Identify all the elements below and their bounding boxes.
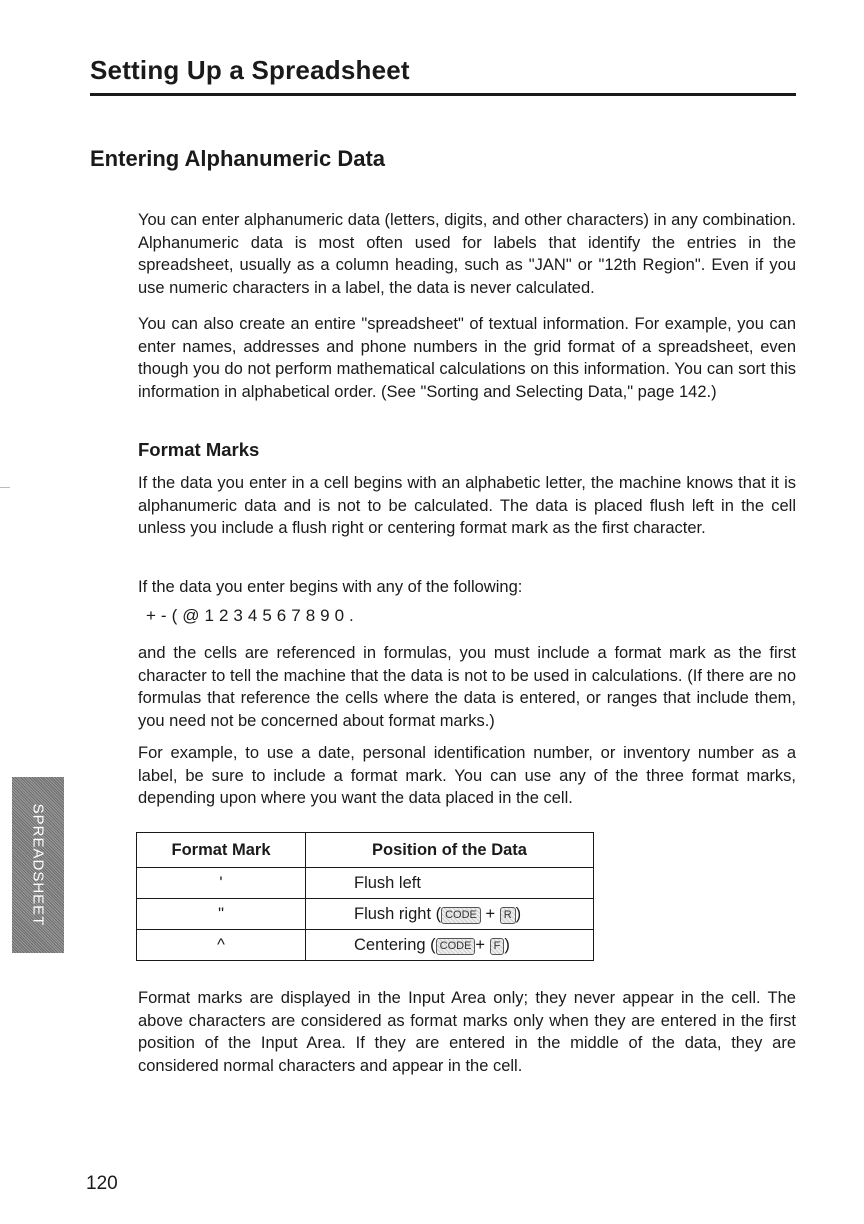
table-row xyxy=(137,899,594,930)
format-paragraph-1 xyxy=(138,472,796,540)
section-heading: Entering Alphanumeric Data xyxy=(90,146,386,171)
side-tab xyxy=(12,777,64,953)
format-mark-cell: ' xyxy=(137,868,306,899)
format-paragraph-3 xyxy=(138,642,796,732)
table-row xyxy=(137,868,594,899)
f-key-icon: F xyxy=(490,938,505,955)
paragraph-6: For example, to use a date, personal identification number, or inventory number as a label, be sure to include a format mark. You can use any of the three format marks, depending upon where you want the data placed in the cell. xyxy=(138,744,796,807)
format-mark-cell: " xyxy=(137,899,306,930)
paragraph-5: and the cells are referenced in formulas, you must include a format mark as the first character to tell the machine that the data is not to be used in calculations. (If there are no formulas that reference the cells where the data is entered, or ranges that include them, you need not be concerned about format marks.) xyxy=(138,644,796,730)
position-text: Flush right ( xyxy=(354,904,442,923)
format-mark-table xyxy=(136,832,594,961)
table-row xyxy=(137,930,594,961)
close-paren: ) xyxy=(515,904,522,923)
position-cell xyxy=(306,868,594,899)
paragraph-4: If the data you enter begins with any of the following: xyxy=(138,578,523,596)
header-format-mark: Format Mark xyxy=(137,833,306,868)
closing-paragraph xyxy=(138,987,796,1077)
textual-paragraph xyxy=(138,313,796,403)
close-paren: ) xyxy=(504,935,510,954)
code-key-icon: CODE xyxy=(436,938,476,955)
paragraph-3: If the data you enter in a cell begins with an alphabetic letter, the machine knows that it is alphanumeric data and is not to be calculated. The data is placed flush left in the cell unless you include a flush right or centering format mark as the first character. xyxy=(138,474,796,537)
table-header-row xyxy=(137,833,594,868)
intro-paragraph xyxy=(138,209,796,299)
position-cell xyxy=(306,899,594,930)
position-text: Centering ( xyxy=(354,935,436,954)
page-number: 120 xyxy=(86,1173,118,1194)
title-rule xyxy=(90,93,796,96)
position-cell xyxy=(306,930,594,961)
format-mark-cell: ^ xyxy=(137,930,306,961)
paragraph-7: Format marks are displayed in the Input Area only; they never appear in the cell. The above characters are considered as format marks only when they are entered in the first position of the Input Area. If they are entered in the middle of the data, they are considered normal characters and appear in the cell. xyxy=(138,989,796,1075)
r-key-icon: R xyxy=(500,907,516,924)
special-characters: +-(@1234567890. xyxy=(146,606,359,625)
side-tab-label: SPREADSHEET xyxy=(29,803,47,927)
paragraph-2: You can also create an entire "spreadsheet" of textual information. For example, you can enter names, addresses and phone numbers in the grid format of a spreadsheet, even though you do not perform mathematical calculations on this information. You can sort this information in alphabetical order. (See "Sorting and Selecting Data," page 142.) xyxy=(138,315,796,401)
key-joiner: + xyxy=(480,904,500,923)
paragraph-1: You can enter alphanumeric data (letters, digits, and other characters) in any combination. Alphanumeric data is most often used for labels that identify the entries in the spreadsheet, usually as a column heading, such as "JAN" or "12th Region". Even if you use numeric characters in a label, the data is never calculated. xyxy=(138,211,796,297)
key-joiner: + xyxy=(475,935,490,954)
header-position: Position of the Data xyxy=(306,833,594,868)
subsection-heading: Format Marks xyxy=(138,439,260,460)
page-title: Setting Up a Spreadsheet xyxy=(90,55,410,85)
code-key-icon: CODE xyxy=(441,907,481,924)
format-paragraph-4 xyxy=(138,742,796,810)
format-paragraph-2 xyxy=(138,576,796,599)
position-text: Flush left xyxy=(354,873,421,892)
margin-mark xyxy=(0,487,10,488)
